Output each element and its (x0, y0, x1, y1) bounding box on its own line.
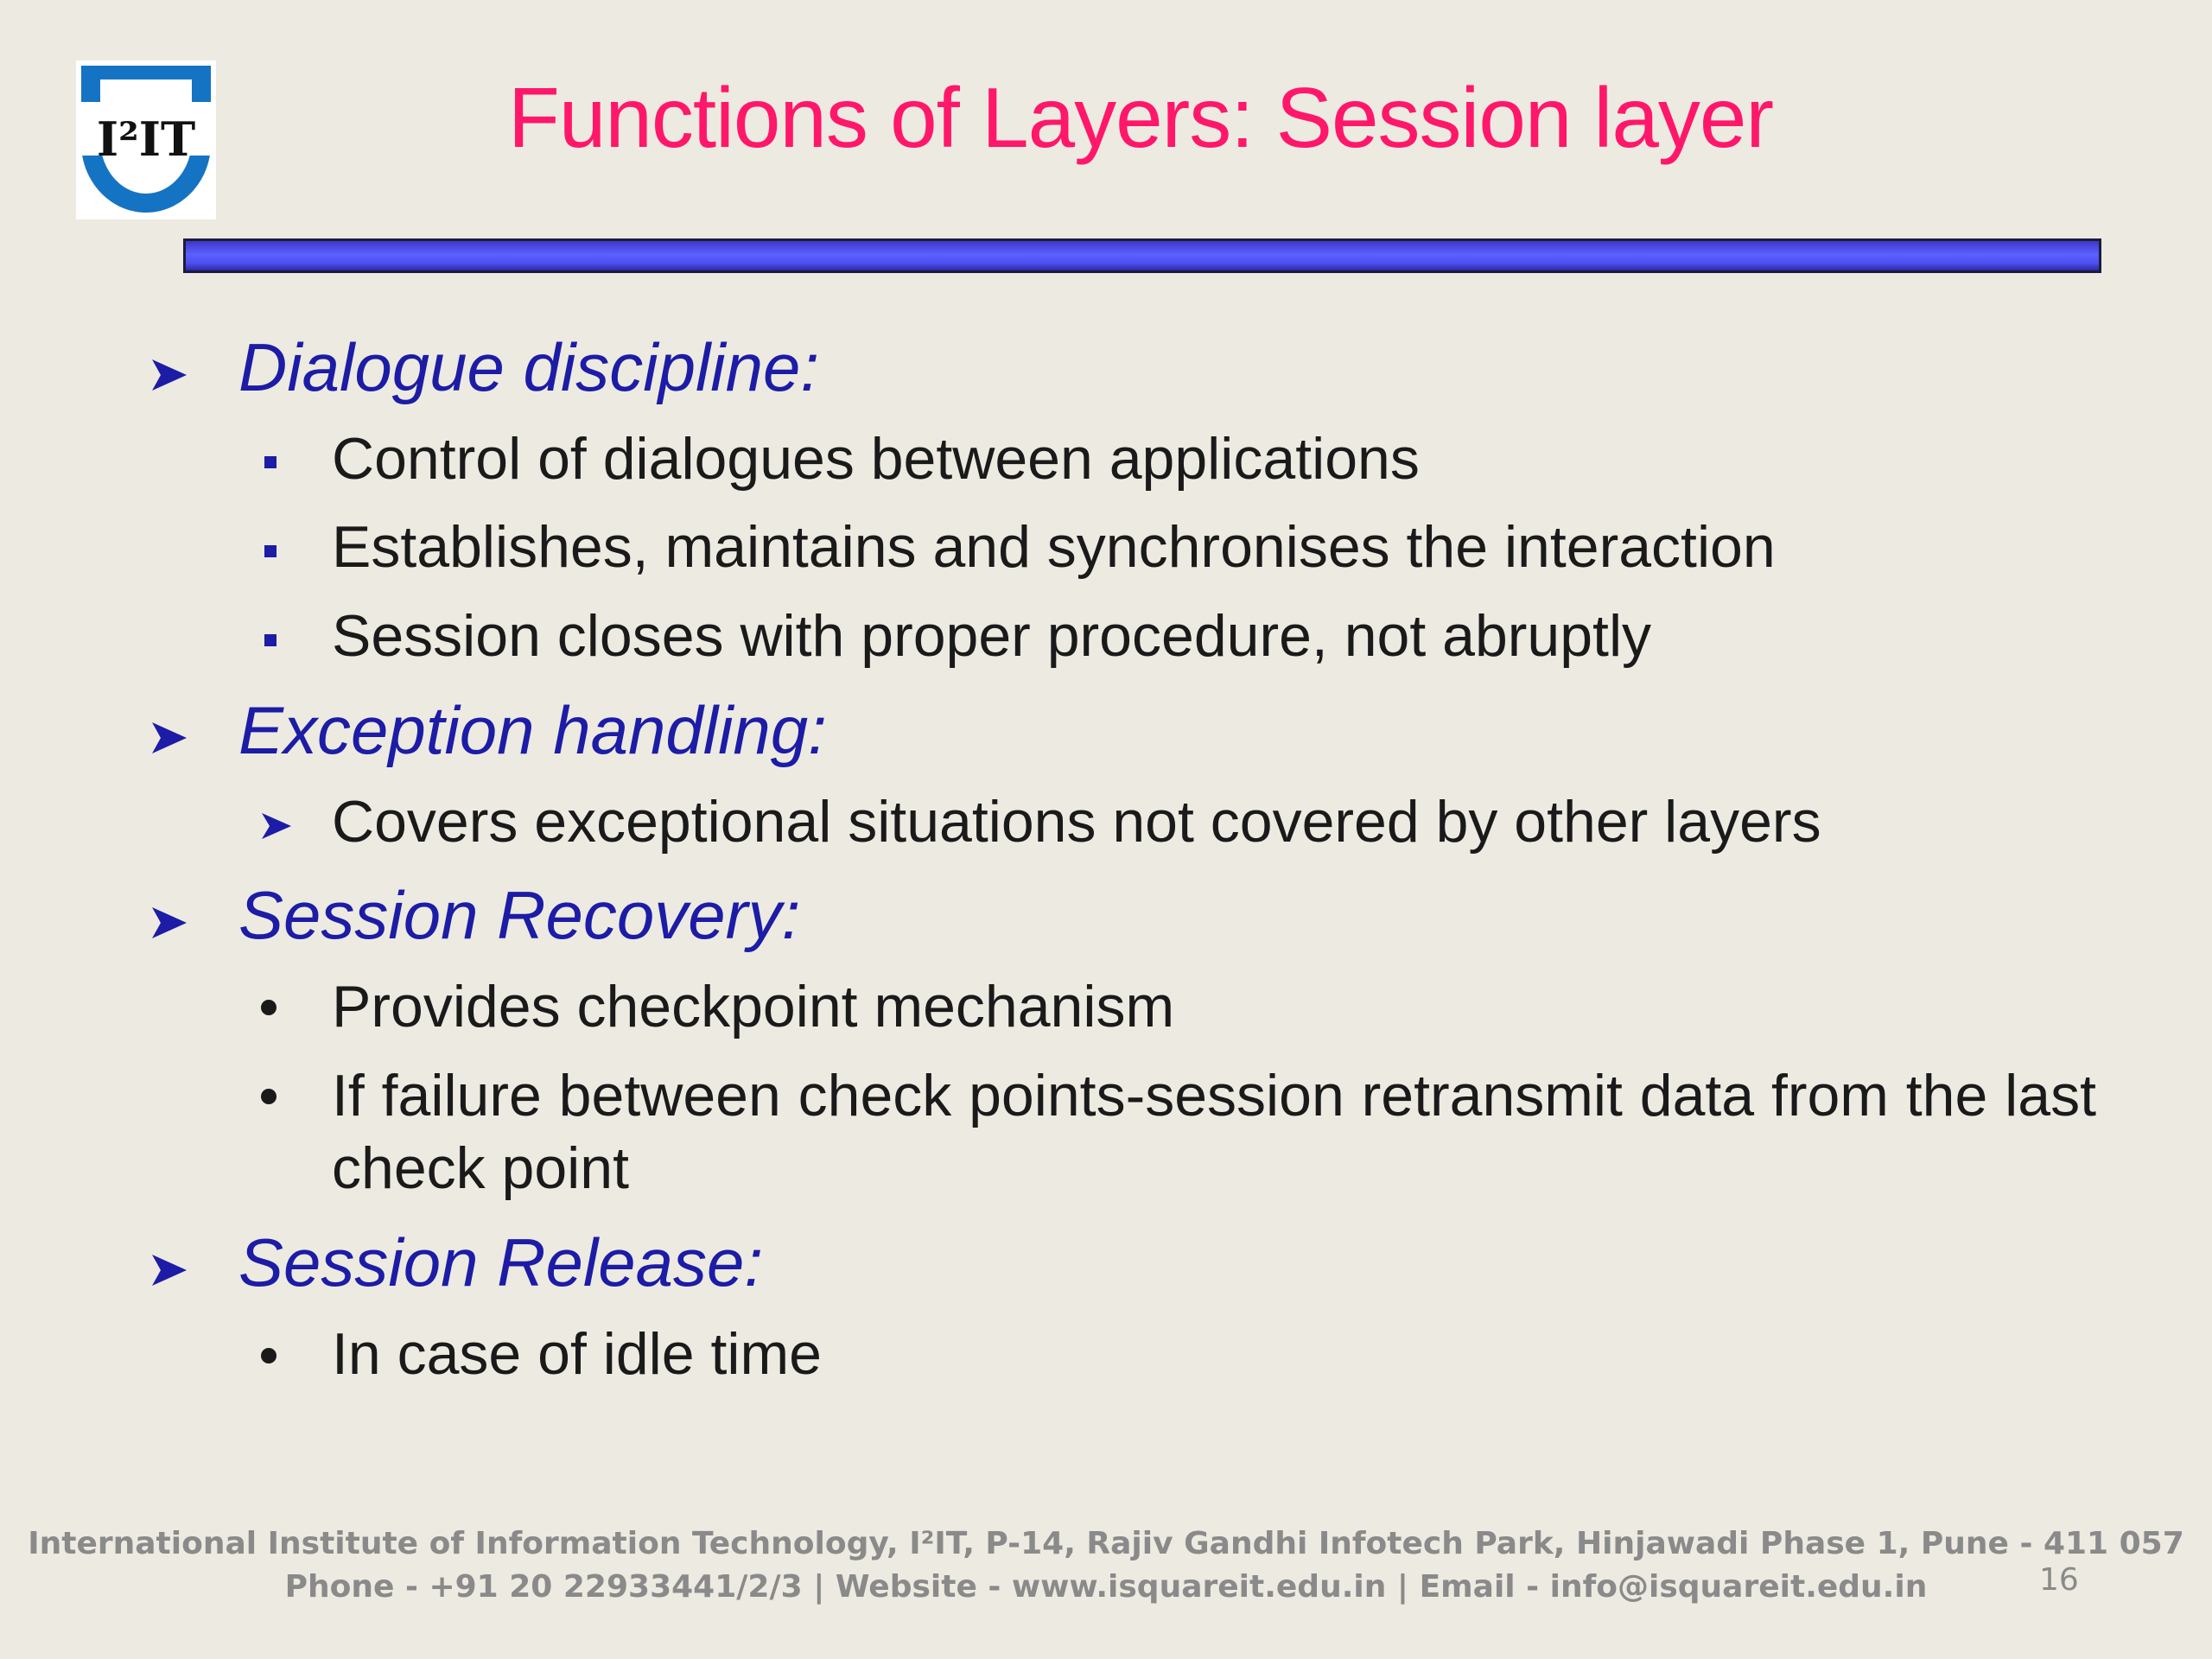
svg-text:I²IT: I²IT (96, 111, 196, 167)
section-heading-recovery: Session Recovery: (238, 877, 801, 953)
list-item: Covers exceptional situations not covered by other layers (332, 789, 1821, 855)
title-divider-bar (183, 238, 2101, 273)
section-arrow-icon (149, 354, 190, 396)
round-bullet-icon (261, 1089, 276, 1104)
list-item: Provides checkpoint mechanism (332, 974, 1175, 1039)
institute-logo (76, 60, 216, 219)
list-item: If failure between check points-session retransmit data from the last check point (332, 1063, 2096, 1201)
list-item: Establishes, maintains and synchronises the interaction (332, 514, 1776, 580)
section-heading-dialogue: Dialogue discipline: (238, 329, 820, 405)
list-item: Control of dialogues between applications (332, 426, 1420, 492)
round-bullet-icon (261, 1000, 276, 1015)
square-bullet-icon (264, 456, 276, 468)
page-number: 16 (2039, 1562, 2079, 1598)
logo-shield-icon (76, 60, 216, 219)
section-arrow-icon (149, 1249, 190, 1291)
list-item: In case of idle time (332, 1321, 822, 1387)
section-heading-release: Session Release: (238, 1224, 764, 1300)
section-arrow-icon (149, 902, 190, 944)
square-bullet-icon (264, 634, 276, 646)
slide-title: Functions of Layers: Session layer (508, 70, 1773, 165)
round-bullet-icon (261, 1348, 276, 1363)
section-heading-exception: Exception handling: (238, 692, 827, 768)
list-item: Session closes with proper procedure, not abruptly (332, 603, 1652, 669)
square-bullet-icon (264, 545, 276, 557)
section-arrow-icon (149, 717, 190, 759)
sub-arrow-icon (259, 809, 294, 843)
footer-address: International Institute of Information Technology, I²IT, P-14, Rajiv Gandhi Infotech Park, Hinjawadi Phase 1, Pune - 411 057 (28, 1526, 2184, 1561)
footer-contact: Phone - +91 20 22933441/2/3 | Website - www.isquareit.edu.in | Email - info@isquareit.edu.in (284, 1569, 1928, 1605)
